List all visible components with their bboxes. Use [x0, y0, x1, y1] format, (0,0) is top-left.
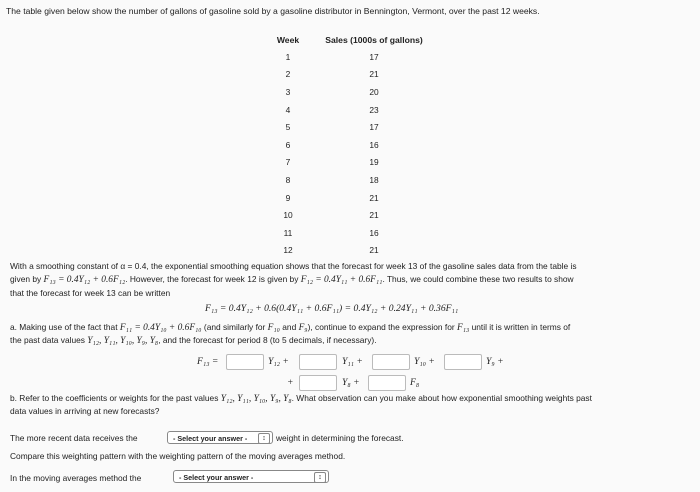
table-row	[262, 83, 434, 101]
week-cell: 10	[283, 210, 293, 221]
para1-line3: that the forecast for week 13 can be written	[10, 288, 171, 298]
table-row	[262, 101, 434, 119]
table-row	[262, 154, 434, 172]
coef-y11-input[interactable]	[299, 354, 337, 370]
table-row	[262, 171, 434, 189]
sales-cell: 23	[369, 104, 379, 115]
table-row	[262, 118, 434, 136]
sales-cell: 21	[369, 192, 379, 203]
week-cell: 12	[283, 245, 293, 256]
sales-cell: 16	[369, 139, 379, 150]
sales-cell: 21	[369, 245, 379, 256]
part-b-sentence2: Compare this weighting pattern with the weighting pattern of the moving averages method.	[10, 451, 346, 461]
term-f8: F₈	[410, 377, 420, 388]
moving-average-select[interactable]: - Select your answer - ↕	[173, 470, 329, 483]
coef-f8-input[interactable]	[368, 375, 406, 391]
week-cell: 11	[283, 227, 293, 238]
para1-line2: given by F₁₃ = 0.4Y₁₂ + 0.6F₁₂. However, the forecast for week 12 is given by F₁₂ = 0.4Y₁₁ + 0.6F₁₁. Thus, we could combine these two results to show	[10, 274, 574, 285]
week-cell: 8	[285, 174, 291, 185]
sales-table	[262, 32, 434, 259]
coef-y9-input[interactable]	[444, 354, 482, 370]
coef-y12-input[interactable]	[226, 354, 264, 370]
part-b-sentence1-end: weight in determining the forecast.	[276, 433, 404, 443]
term-y11: Y₁₁ +	[342, 356, 363, 367]
term-y8: Y₈ +	[342, 377, 360, 388]
f13-lhs: F₁₃ =	[197, 356, 219, 367]
term-y10: Y₁₀ +	[414, 356, 435, 367]
col-sales: Sales (1000s of gallons)	[325, 35, 423, 45]
week-cell: 1	[285, 51, 291, 62]
table-row	[262, 66, 434, 84]
week-cell: 2	[285, 69, 291, 80]
sales-cell: 20	[369, 86, 379, 97]
week-cell: 5	[285, 122, 291, 133]
table-row	[262, 242, 434, 260]
part-a-line1: a. Making use of the fact that F₁₁ = 0.4Y₁₀ + 0.6F₁₀ (and similarly for F₁₀ and F₉), continue to expand the expression for F₁₃ until it is written in terms of	[10, 322, 571, 333]
part-b-line2: data values in arriving at new forecasts?	[10, 406, 160, 416]
combined-equation: F₁₃ = 0.4Y₁₂ + 0.6(0.4Y₁₁ + 0.6F₁₁) = 0.4Y₁₂ + 0.24Y₁₁ + 0.36F₁₁	[205, 303, 459, 314]
table-row	[262, 189, 434, 207]
sales-cell: 21	[369, 210, 379, 221]
sales-cell: 21	[369, 69, 379, 80]
part-b-line1: b. Refer to the coefficients or weights for the past values Y₁₂, Y₁₁, Y₁₀, Y₉, Y₈. What observation can you make about how exponential smoothing weights past	[10, 393, 592, 404]
part-a-line2: the past data values Y₁₂, Y₁₁, Y₁₀, Y₉, Y₈, and the forecast for period 8 (to 5 decimals, if necessary).	[10, 335, 377, 346]
intro-text: The table given below show the number of gallons of gasoline sold by a gasoline distributor in Bennington, Vermont, over the past 12 weeks.	[6, 6, 540, 16]
chevron-down-icon: ↕	[258, 433, 270, 444]
part-b-sentence1-start: The more recent data receives the	[10, 433, 138, 443]
chevron-down-icon: ↕	[314, 472, 326, 483]
coef-y8-input[interactable]	[299, 375, 337, 391]
plus-sign: +	[287, 377, 294, 388]
term-y9: Y₉ +	[486, 356, 504, 367]
sales-cell: 19	[369, 157, 379, 168]
sales-cell: 16	[369, 227, 379, 238]
col-week: Week	[276, 35, 300, 45]
para1-line1: With a smoothing constant of α = 0.4, the exponential smoothing equation shows that the forecast for week 13 of the gasoline sales data from the table is	[10, 261, 577, 271]
table-row	[262, 48, 434, 66]
table-row	[262, 224, 434, 242]
weight-select[interactable]: - Select your answer - ↕	[167, 431, 273, 444]
table-row	[262, 206, 434, 224]
term-y12: Y₁₂ +	[268, 356, 289, 367]
part-b-sentence3-start: In the moving averages method the	[10, 473, 142, 483]
week-cell: 6	[285, 139, 291, 150]
sales-cell: 17	[369, 122, 379, 133]
sales-cell: 18	[369, 174, 379, 185]
week-cell: 3	[285, 86, 291, 97]
sales-cell: 17	[369, 51, 379, 62]
week-cell: 7	[285, 157, 291, 168]
week-cell: 4	[285, 104, 291, 115]
week-cell: 9	[285, 192, 291, 203]
table-row	[262, 136, 434, 154]
coef-y10-input[interactable]	[372, 354, 410, 370]
